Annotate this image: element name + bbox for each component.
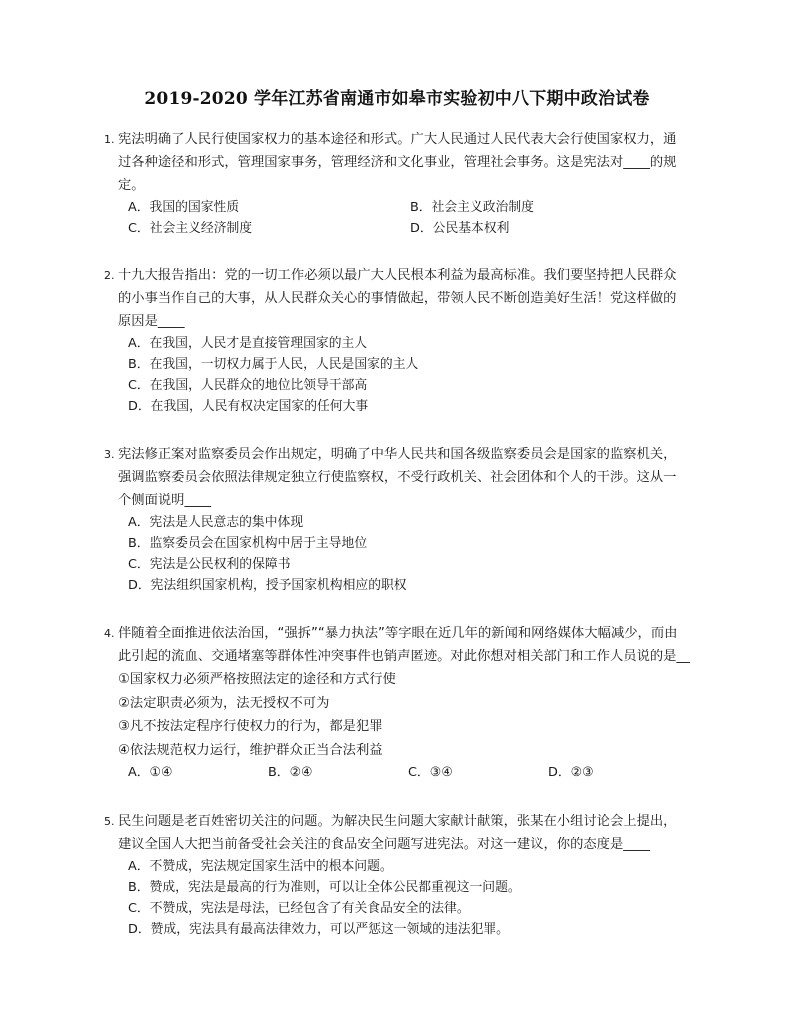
- question-text-line: 5. 民生问题是老百姓密切关注的问题。为解决民生问题大家献计献策，张某在小组讨论会上提出，: [104, 810, 704, 833]
- question-text-line: 定。: [118, 178, 145, 193]
- option-c: C．③④: [408, 765, 453, 780]
- option-a: A．①④: [128, 765, 173, 780]
- question-text-line: 此引起的流血、交通堵塞等群体性冲突事件也销声匿迹。对此你想对相关部门和工作人员说的是__: [118, 649, 690, 664]
- statement-4: ④依法规范权力运行，维护群众正当合法利益: [118, 742, 383, 758]
- option-a: A．我国的国家性质: [128, 200, 240, 215]
- statement-3: ③凡不按法定程序行使权力的行为，都是犯罪: [118, 719, 383, 734]
- question-text-line: 的小事当作自己的大事，从人民群众关心的事情做起，带领人民不断创造美好生活！党这样做的: [118, 291, 677, 306]
- question-number: 5.: [104, 815, 115, 828]
- options-group: [128, 856, 704, 940]
- question-number: 1.: [104, 133, 115, 146]
- question-number: 4.: [104, 627, 115, 640]
- options-group: [128, 762, 704, 783]
- question-3: [104, 443, 704, 596]
- option-c: C．宪法是公民权利的保障书: [128, 557, 291, 572]
- question-1: [104, 128, 704, 239]
- question-2: [104, 264, 704, 417]
- option-d: D．公民基本权利: [410, 221, 510, 236]
- option-a: A．宪法是人民意志的集中体现: [128, 515, 304, 530]
- option-d: D．赞成，宪法具有最高法律效力，可以严惩这一领域的违法犯罪。: [128, 922, 509, 937]
- options-group: [128, 512, 704, 596]
- options-group: [128, 333, 704, 417]
- question-text-line: 1. 宪法明确了人民行使国家权力的基本途径和形式。广大人民通过人民代表大会行使国家权力，通: [104, 128, 704, 151]
- question-5: [104, 810, 704, 940]
- option-d: D．②③: [548, 765, 594, 780]
- option-b: B．监察委员会在国家机构中居于主导地位: [128, 536, 368, 551]
- question-text-line: 建议全国人大把当前备受社会关注的食品安全问题写进宪法。对这一建议，你的态度是____: [118, 837, 650, 852]
- option-c: C．不赞成，宪法是母法，已经包含了有关食品安全的法律。: [128, 901, 470, 916]
- question-text-line: 原因是____: [118, 314, 185, 329]
- option-b: B．在我国，一切权力属于人民，人民是国家的主人: [128, 357, 419, 372]
- question-text-line: 3. 宪法修正案对监察委员会作出规定，明确了中华人民共和国各级监察委员会是国家的监察机关，: [104, 443, 704, 466]
- question-text-line: 4. 伴随着全面推进依法治国，“强拆”“暴力执法”等字眼在近几年的新闻和网络媒体大幅减少，而由: [104, 622, 704, 645]
- option-a: A．不赞成，宪法规定国家生活中的根本问题。: [128, 859, 393, 874]
- option-b: B．②④: [268, 765, 313, 780]
- question-text-line: 强调监察委员会依照法律规定独立行使监察权，不受行政机关、社会团体和个人的干涉。这从一: [118, 470, 677, 485]
- question-text-line: 个侧面说明____: [118, 493, 212, 508]
- statement-1: ①国家权力必须严格按照法定的途径和方式行使: [118, 672, 396, 687]
- option-c: C．社会主义经济制度: [128, 221, 253, 236]
- question-number: 2.: [104, 269, 115, 282]
- question-number: 3.: [104, 448, 115, 461]
- question-text-line: 2. 十九大报告指出：党的一切工作必须以最广大人民根本利益为最高标准。我们要坚持把人民群众: [104, 264, 704, 287]
- question-4: [104, 622, 704, 783]
- question-text-line: 过各种途径和形式，管理国家事务，管理经济和文化事业，管理社会事务。这是宪法对____的规: [118, 155, 677, 170]
- statement-2: ②法定职责必须为，法无授权不可为: [118, 695, 330, 711]
- option-d: D．在我国，人民有权决定国家的任何大事: [128, 399, 369, 414]
- options-group: [128, 197, 704, 239]
- option-d: D．宪法组织国家机构，授予国家机构相应的职权: [128, 578, 407, 593]
- option-a: A．在我国，人民才是直接管理国家的主人: [128, 336, 368, 351]
- option-b: B．社会主义政治制度: [410, 200, 534, 215]
- exam-title: 2019-2020 学年江苏省南通市如皋市实验初中八下期中政治试卷: [144, 89, 650, 109]
- option-b: B．赞成，宪法是最高的行为准则，可以让全体公民都重视这一问题。: [128, 880, 521, 895]
- option-c: C．在我国，人民群众的地位比领导干部高: [128, 378, 368, 393]
